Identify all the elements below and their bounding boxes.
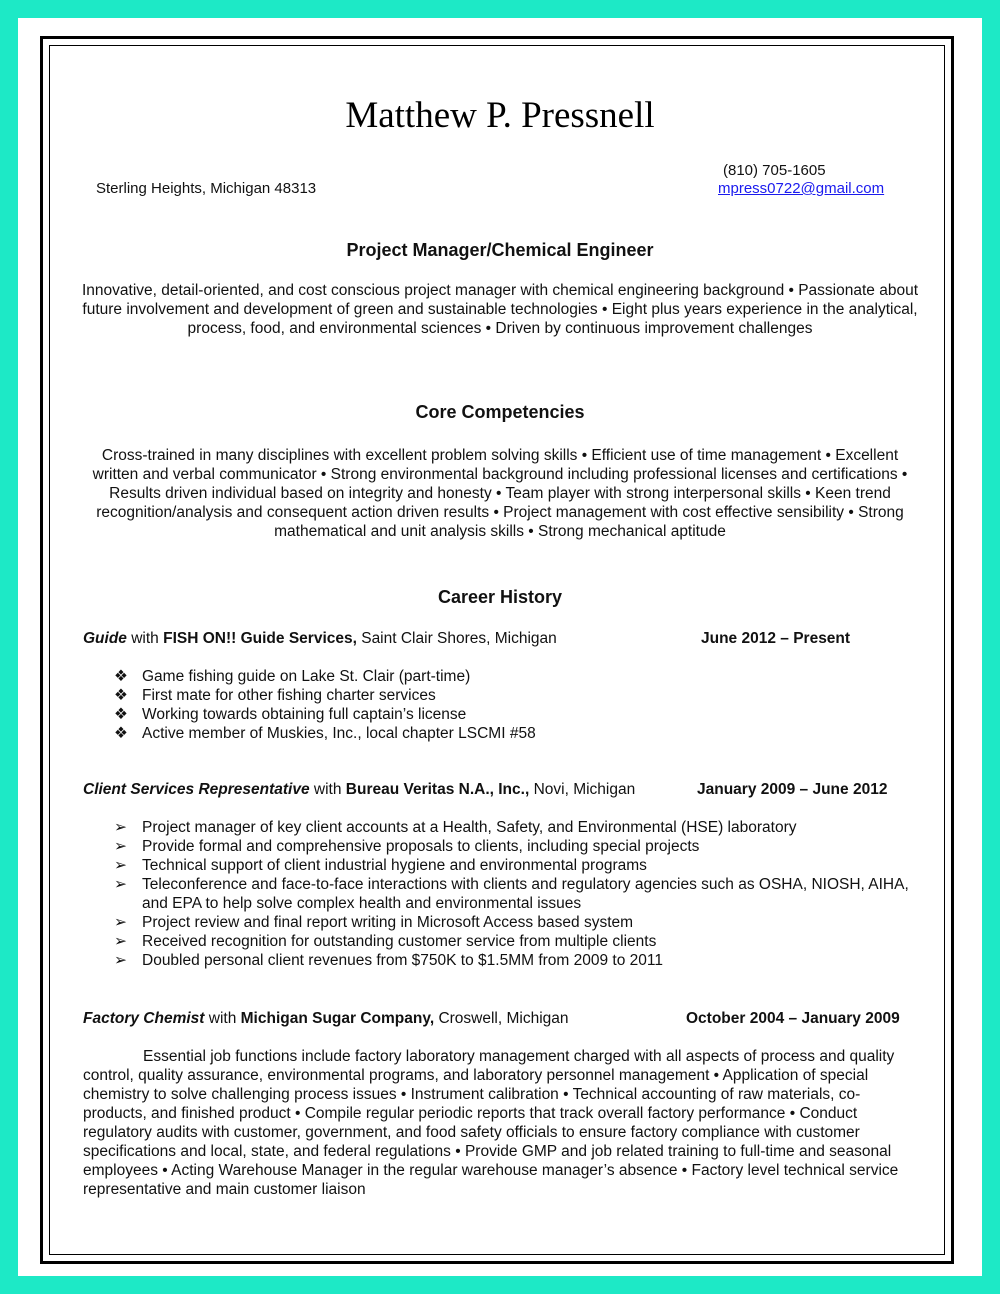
diamond-bullet-icon: ❖ xyxy=(114,706,128,723)
arrow-bullet-icon: ➢ xyxy=(114,838,127,855)
job-location: Novi, Michigan xyxy=(529,781,636,798)
competencies-title: Core Competencies xyxy=(415,402,585,422)
job-company: FISH ON!! Guide Services, xyxy=(163,630,357,647)
job-header xyxy=(83,781,913,799)
job-dates: October 2004 – January 2009 xyxy=(686,1010,900,1027)
arrow-bullet-icon: ➢ xyxy=(114,933,127,950)
job-title: Factory Chemist xyxy=(83,1010,205,1027)
arrow-bullet-icon: ➢ xyxy=(114,952,127,969)
location: Sterling Heights, Michigan 48313 xyxy=(96,180,317,197)
job-title: Guide xyxy=(83,630,127,647)
list-item: ❖ Working towards obtaining full captain’s license xyxy=(114,706,467,723)
job-dates: January 2009 – June 2012 xyxy=(697,781,888,798)
career-title: Career History xyxy=(437,587,563,607)
competencies-text: Cross-trained in many disciplines with excellent problem solving skills • Efficient use of time management • Excellent written and verbal communicator • Strong environmental background including professional licenses and certifications • Results driven individual based on integrity and honesty • Team player with strong interpersonal skills • Keen trend recognition/analysis and consequent action driven results • Project management with cost effective sensibility • Strong mathematical and unit analysis skills • Strong mechanical aptitude xyxy=(92,447,908,540)
job-dates: June 2012 – Present xyxy=(701,630,851,647)
list-item: ❖ Active member of Muskies, Inc., local chapter LSCMI #58 xyxy=(114,725,536,742)
arrow-bullet-icon: ➢ xyxy=(114,819,127,836)
job-with: with xyxy=(204,1010,241,1027)
list-item: ➢ Doubled personal client revenues from $750K to $1.5MM from 2009 to 2011 xyxy=(114,952,663,969)
email-link[interactable]: mpress0722@gmail.com xyxy=(718,180,885,197)
job-company: Bureau Veritas N.A., Inc., xyxy=(345,781,530,798)
job-description: Essential job functions include factory laboratory management charged with all aspects of process and quality control, quality assurance, environmental programs, and laboratory personnel management • Application of special chemistry to solve challenging process issues • Instrument calibration • Technical accounting of raw materials, co-products, and finished product • Compile regular periodic reports that track overall factory performance • Conduct regulatory audits with customer, government, and food safety officials to ensure factory compliance with customer specifications and local, state, and federal regulations • Provide GMP and job related training to full-time and seasonal employees • Acting Warehouse Manager in the regular warehouse manager’s absence • Factory level technical service representative and main customer liaison xyxy=(83,1048,899,1198)
diamond-bullet-icon: ❖ xyxy=(114,668,128,685)
diamond-bullet-icon: ❖ xyxy=(114,725,128,742)
list-item: ➢ Teleconference and face-to-face interactions with clients and regulatory agencies such as OSHA, NIOSH, AIHA, and EPA to help solve complex health and environmental issues xyxy=(114,876,909,912)
job-with: with xyxy=(126,630,164,647)
summary: Innovative, detail-oriented, and cost conscious project manager with chemical engineering background • Passionate about future involvement and development of green and sustainable technologies • Eight plus years experience in the analytical, process, food, and environmental sciences • Driven by continuous improvement challenges xyxy=(81,282,919,337)
list-item: ❖ Game fishing guide on Lake St. Clair (part-time) xyxy=(114,668,471,685)
job-with: with xyxy=(309,781,346,798)
arrow-bullet-icon: ➢ xyxy=(114,876,127,893)
job-header xyxy=(83,630,913,648)
job-location: Croswell, Michigan xyxy=(434,1010,569,1027)
list-item: ➢ Project manager of key client accounts at a Health, Safety, and Environmental (HSE) laboratory xyxy=(114,819,797,836)
job-bullets xyxy=(114,818,914,970)
phone-number: (810) 705-1605 xyxy=(723,162,826,179)
arrow-bullet-icon: ➢ xyxy=(114,857,127,874)
job-location: Saint Clair Shores, Michigan xyxy=(356,630,557,647)
diamond-bullet-icon: ❖ xyxy=(114,687,128,704)
list-item: ➢ Provide formal and comprehensive proposals to clients, including special projects xyxy=(114,838,700,855)
job-title: Client Services Representative xyxy=(83,781,310,798)
list-item: ➢ Project review and final report writing in Microsoft Access based system xyxy=(114,914,634,931)
list-item: ➢ Technical support of client industrial hygiene and environmental programs xyxy=(114,857,647,874)
list-item: ➢ Received recognition for outstanding customer service from multiple clients xyxy=(114,933,657,950)
list-item: ❖ First mate for other fishing charter services xyxy=(114,687,436,704)
headline: Project Manager/Chemical Engineer xyxy=(346,240,654,260)
candidate-name: Matthew P. Pressnell xyxy=(345,95,655,136)
job-header xyxy=(83,1010,913,1028)
job-bullets xyxy=(114,667,894,743)
job-company: Michigan Sugar Company, xyxy=(240,1010,435,1027)
arrow-bullet-icon: ➢ xyxy=(114,914,127,931)
